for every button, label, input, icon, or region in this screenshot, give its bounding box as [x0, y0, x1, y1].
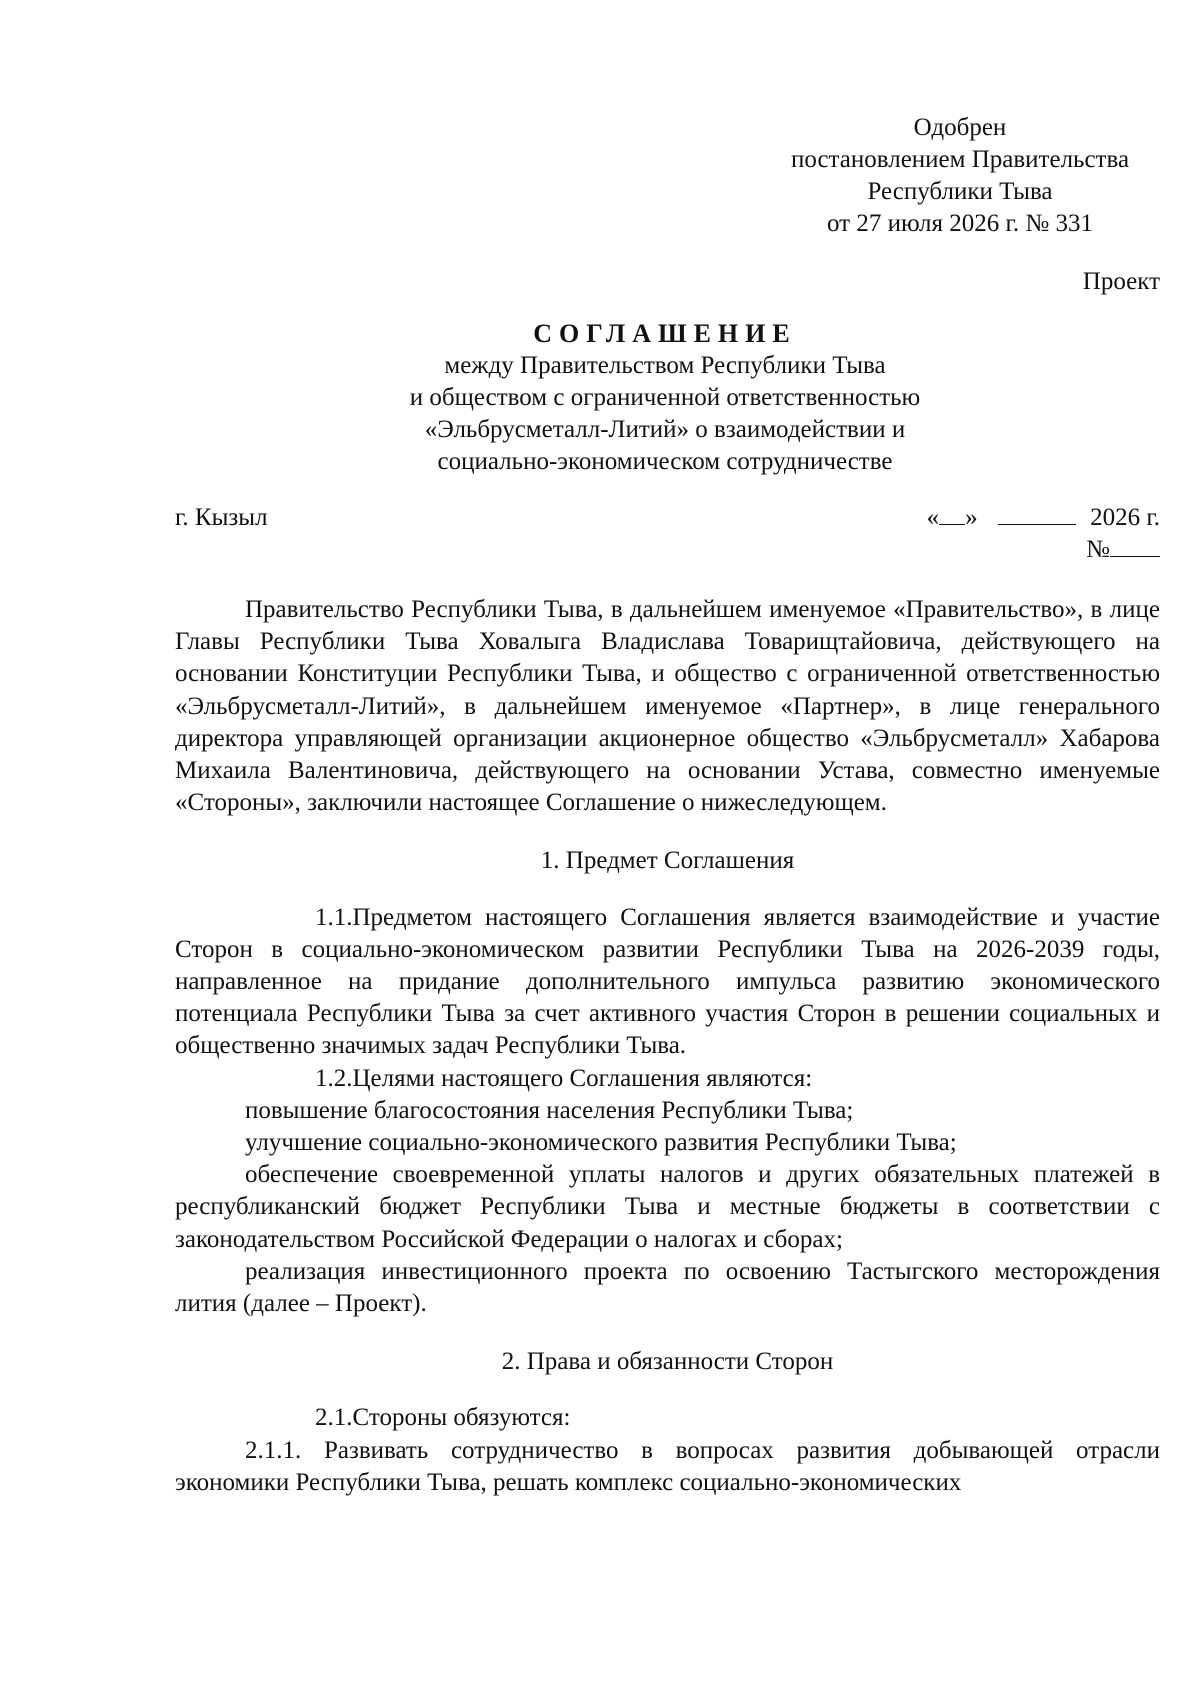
approval-line-4: от 27 июля 2026 г. № 331 — [826, 210, 1094, 237]
clause-1-1 — [175, 902, 1160, 1063]
approval-stamp — [760, 112, 1160, 240]
day-blank — [939, 524, 965, 525]
approval-line-3: Республики Тыва — [867, 178, 1053, 205]
heading-line-4: социально-экономическом сотрудничестве — [437, 448, 893, 475]
section-2-heading: 2. Права и обязанности Сторон — [501, 1348, 834, 1376]
heading-line-1: между Правительством Республики Тыва — [444, 352, 886, 379]
month-blank — [998, 524, 1076, 525]
date-line — [927, 502, 1160, 534]
number-line — [927, 534, 1160, 566]
clause-1-2-number: 1.2. — [315, 1064, 353, 1092]
number-blank — [1110, 556, 1160, 557]
clause-1-1-number: 1.1. — [315, 903, 353, 931]
project-label: Проект — [1082, 268, 1160, 295]
date-year: 2026 г. — [1090, 504, 1160, 531]
approval-line-2: постановлением Правительства — [790, 146, 1130, 173]
goal-3: обеспечение своевременной уплаты налогов и других обязательных платежей в республиканский бюджет Республики Тыва и местные бюджеты в соответствии с законодательством Российской Федерации о налогах и сборах; — [175, 1161, 1160, 1253]
goal-1: повышение благосостояния населения Республики Тыва; — [245, 1096, 854, 1124]
clause-1-1-text: Предметом настоящего Соглашения является взаимодействие и участие Сторон в социально-экономическом развитии Республики Тыва на 2026-2039 годы, направленное на придание дополнительного импульса развитию экономического потенциала Республики Тыва за счет активного участия Сторон в решении социальных и общественно значимых задач Республики Тыва. — [175, 903, 1160, 1060]
clause-2-1-1 — [175, 1435, 1160, 1499]
clause-2-1-1-text: Развивать сотрудничество в вопросах развития добывающей отрасли экономики Республики Тыва, решать комплекс социально-экономических — [175, 1436, 1160, 1496]
approval-line-1: Одобрен — [913, 114, 1007, 141]
heading-line-2: и обществом с ограниченной ответственностью — [409, 384, 921, 411]
clause-1-2 — [175, 1063, 1160, 1095]
date-close-quote: » — [965, 504, 978, 531]
date-block — [927, 502, 1160, 566]
document-title: СОГЛАШЕНИЕ — [533, 319, 797, 348]
number-sign: № — [1086, 536, 1110, 563]
heading-line-3: «Эльбрусметалл-Литий» о взаимодействии и — [424, 416, 906, 443]
date-open-quote: « — [926, 504, 940, 531]
section-1-heading: 1. Предмет Соглашения — [540, 847, 795, 875]
clause-2-1-1-number: 2.1.1. — [245, 1436, 302, 1464]
document-body — [175, 594, 1160, 1499]
clause-2-1 — [175, 1402, 1160, 1434]
goal-2: улучшение социально-экономического развития Республики Тыва; — [245, 1129, 957, 1157]
goal-4: реализация инвестиционного проекта по освоению Тастыгского месторождения лития (далее – Проект). — [175, 1257, 1160, 1318]
clause-1-2-text: Целями настоящего Соглашения являются: — [352, 1064, 813, 1092]
place-of-signing: г. Кызыл — [175, 504, 268, 531]
clause-2-1-number: 2.1. — [315, 1404, 353, 1432]
preamble: Правительство Республики Тыва, в дальнейшем именуемое «Правительство», в лице Главы Республики Тыва Ховалыга Владислава Товарищтайовича, действующего на основании Конституции Республики Тыва, и общество с ограниченной ответственностью «Эльбрусметалл-Литий», в дальнейшем именуемое «Партнер», в лице генерального директора управляющей организации акционерное общество «Эльбрусметалл» Хабарова Михаила Валентиновича, действующего на основании Устава, совместно именуемые «Стороны», заключили настоящее Соглашение о нижеследующем. — [175, 596, 1160, 817]
clause-2-1-text: Стороны обязуются: — [352, 1404, 571, 1432]
document-heading — [0, 318, 1200, 478]
